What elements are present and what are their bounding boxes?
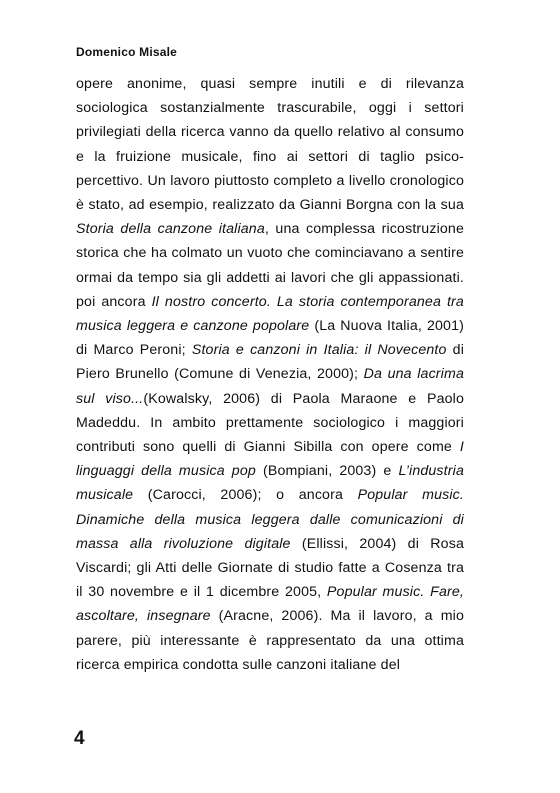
italic-title-segment: Popular music. Dinamiche della musica leggera dalle comunicazioni di massa alla rivoluzione digitale: [76, 487, 465, 552]
italic-title-segment: Popular music. Fare, ascoltare, insegnare: [76, 584, 464, 625]
text-segment: di Piero Brunello (Comune di Venezia, 2000);: [76, 342, 464, 383]
italic-title-segment: Il nostro concerto. La storia contemporanea tra musica leggera e canzone popolare: [76, 293, 464, 335]
italic-title-segment: L’industria musicale: [76, 463, 464, 504]
body-paragraph: [76, 72, 464, 677]
text-segment: (Ellissi, 2004) di Rosa Viscardi; gli Atti delle Giornate di studio fatte a Cosenza tra il 30 novembre e il 1 dicembre 2005,: [76, 535, 464, 601]
text-segment: (Aracne, 2006). Ma il lavoro, a mio parere, più interessante è rappresentato da una ottima ricerca empirica condotta sulle canzoni italiane del: [76, 608, 465, 673]
running-head-author: Domenico Misale: [76, 45, 178, 59]
text-segment: (Bompiani, 2003) e: [255, 463, 399, 480]
text-segment: (La Nuova Italia, 2001) di Marco Peroni;: [76, 318, 464, 359]
text-segment: opere anonime, quasi sempre inutili e di rilevanza sociologica sostanzialmente trascurabile, oggi i settori privilegiati della ricerca vanno da quello relativo al consumo e la fruizione musicale, fino ai settori di taglio psico-percettivo. Un lavoro piuttosto completo a livello cronologico è stato, ad esempio, realizzato da Gianni Borgna con la sua: [76, 76, 464, 214]
italic-title-segment: Da una lacrima sul viso...: [76, 366, 464, 407]
italic-title-segment: Storia e canzoni in Italia: il Novecento: [191, 342, 447, 359]
text-segment: , una complessa ricostruzione storica che ha colmato un vuoto che cominciavano a sentire ormai da tempo sia gli addetti ai lavori che gli appassionati. poi ancora: [76, 221, 464, 310]
page-number: 4: [74, 728, 85, 749]
italic-title-segment: I linguaggi della musica pop: [76, 439, 464, 480]
italic-title-segment: Storia della canzone italiana: [76, 221, 265, 238]
text-segment: (Carocci, 2006); o ancora: [133, 487, 358, 504]
text-segment: (Kowalsky, 2006) di Paola Maraone e Paolo Madeddu. In ambito prettamente sociologico i maggiori contributi sono quelli di Gianni Sibilla con opere come: [76, 390, 464, 456]
